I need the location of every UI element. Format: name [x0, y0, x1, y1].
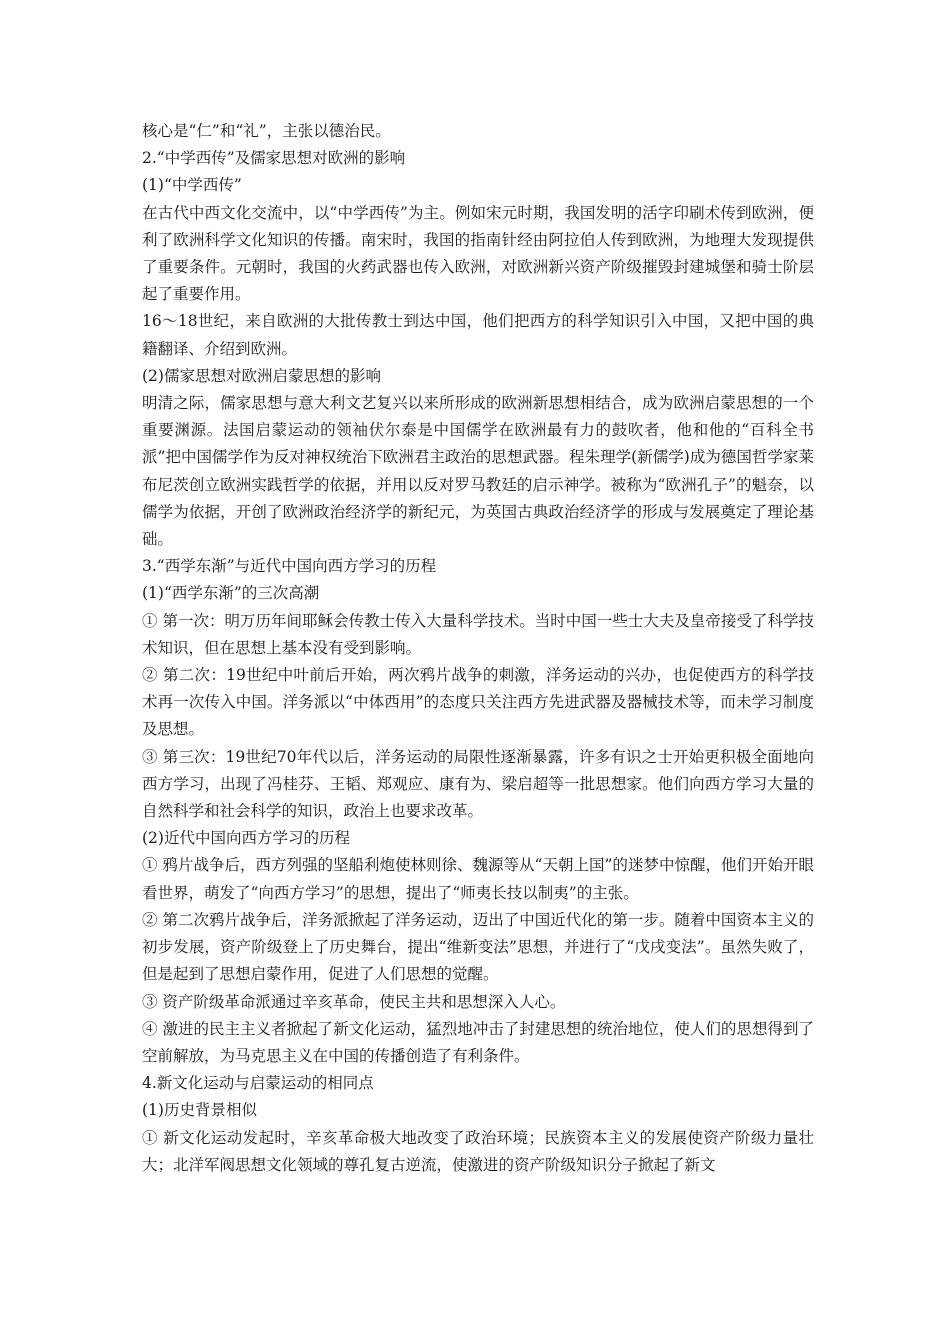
subsection-heading: (2)儒家思想对欧洲启蒙思想的影响	[142, 366, 381, 385]
list-item: ③ 资产阶级革命派通过辛亥革命，使民主共和思想深入人心。	[142, 992, 566, 1011]
paragraph: 16～18世纪，来自欧洲的大批传教士到达中国，他们把西方的科学知识引入中国，又把中国的典籍翻译、介绍到欧洲。	[142, 312, 814, 358]
list-item: ② 第二次鸦片战争后，洋务派掀起了洋务运动，迈出了中国近代化的第一步。随着中国资本主义的初步发展，资产阶级登上了历史舞台，提出“维新变法”思想，并进行了“戊戌变法”。虽然失败了，但是起到了思想启蒙作用，促进了人们思想的觉醒。	[142, 910, 814, 984]
paragraph: 在古代中西文化交流中，以“中学西传”为主。例如宋元时期，我国发明的活字印刷术传到欧洲，便利了欧洲科学文化知识的传播。南宋时，我国的指南针经由阿拉伯人传到欧洲，为地理大发现提供了重要条件。元朝时，我国的火药武器也传入欧洲，对欧洲新兴资产阶级摧毁封建城堡和骑士阶层起了重要作用。	[142, 203, 814, 304]
list-item: ② 第二次：19世纪中叶前后开始，两次鸦片战争的刺激，洋务运动的兴办，也促使西方的科学技术再一次传入中国。洋务派以“中体西用”的态度只关注西方先进武器及器械技术等，而未学习制度及思想。	[142, 666, 814, 739]
list-item: ③ 第三次：19世纪70年代以后，洋务运动的局限性逐渐暴露，许多有识之士开始更积极全面地向西方学习，出现了冯桂芬、王韬、郑观应、康有为、梁启超等一批思想家。他们向西方学习大量的自然科学和社会科学的知识，政治上也要求改革。	[142, 747, 814, 821]
list-item: ④ 激进的民主主义者掀起了新文化运动，猛烈地冲击了封建思想的统治地位，使人们的思想得到了空前解放，为马克思主义在中国的传播创造了有利条件。	[142, 1019, 814, 1065]
section-heading: 3.“西学东渐”与近代中国向西方学习的历程	[142, 557, 437, 576]
document-body	[142, 118, 814, 1179]
list-item: ① 第一次：明万历年间耶稣会传教士传入大量科学技术。当时中国一些士大夫及皇帝接受了科学技术知识，但在思想上基本没有受到影响。	[142, 611, 814, 657]
section-heading: 4.新文化运动与启蒙运动的相同点	[142, 1074, 374, 1093]
section-heading: 2.“中学西传”及儒家思想对欧洲的影响	[142, 149, 406, 168]
list-item: ① 新文化运动发起时，辛亥革命极大地改变了政治环境；民族资本主义的发展使资产阶级力量壮大；北洋军阀思想文化领域的尊孔复古逆流，使激进的资产阶级知识分子掀起了新文	[142, 1128, 814, 1174]
subsection-heading: (1)“西学东渐”的三次高潮	[142, 584, 320, 603]
list-item: ① 鸦片战争后，西方列强的坚船利炮使林则徐、魏源等从“天朝上国”的迷梦中惊醒，他们开始开眼看世界，萌发了“向西方学习”的思想，提出了“师夷长技以制夷”的主张。	[142, 856, 814, 902]
subsection-heading: (2)近代中国向西方学习的历程	[142, 829, 350, 848]
paragraph: 明清之际，儒家思想与意大利文艺复兴以来所形成的欧洲新思想相结合，成为欧洲启蒙思想的一个重要渊源。法国启蒙运动的领袖伏尔泰是中国儒学在欧洲最有力的鼓吹者，他和他的“百科全书派”把中国儒学作为反对神权统治下欧洲君主政治的思想武器。程朱理学(新儒学)成为德国哲学家莱布尼茨创立欧洲实践哲学的依据，并用以反对罗马教廷的启示神学。被称为“欧洲孔子”的魁奈，以儒学为依据，开创了欧洲政治经济学的新纪元，为英国古典政治经济学的形成与发展奠定了理论基础。	[142, 394, 814, 549]
subsection-heading: (1)“中学西传”	[142, 176, 242, 195]
subsection-heading: (1)历史背景相似	[142, 1101, 257, 1120]
paragraph: 核心是“仁”和“礼”，主张以德治民。	[142, 122, 391, 140]
